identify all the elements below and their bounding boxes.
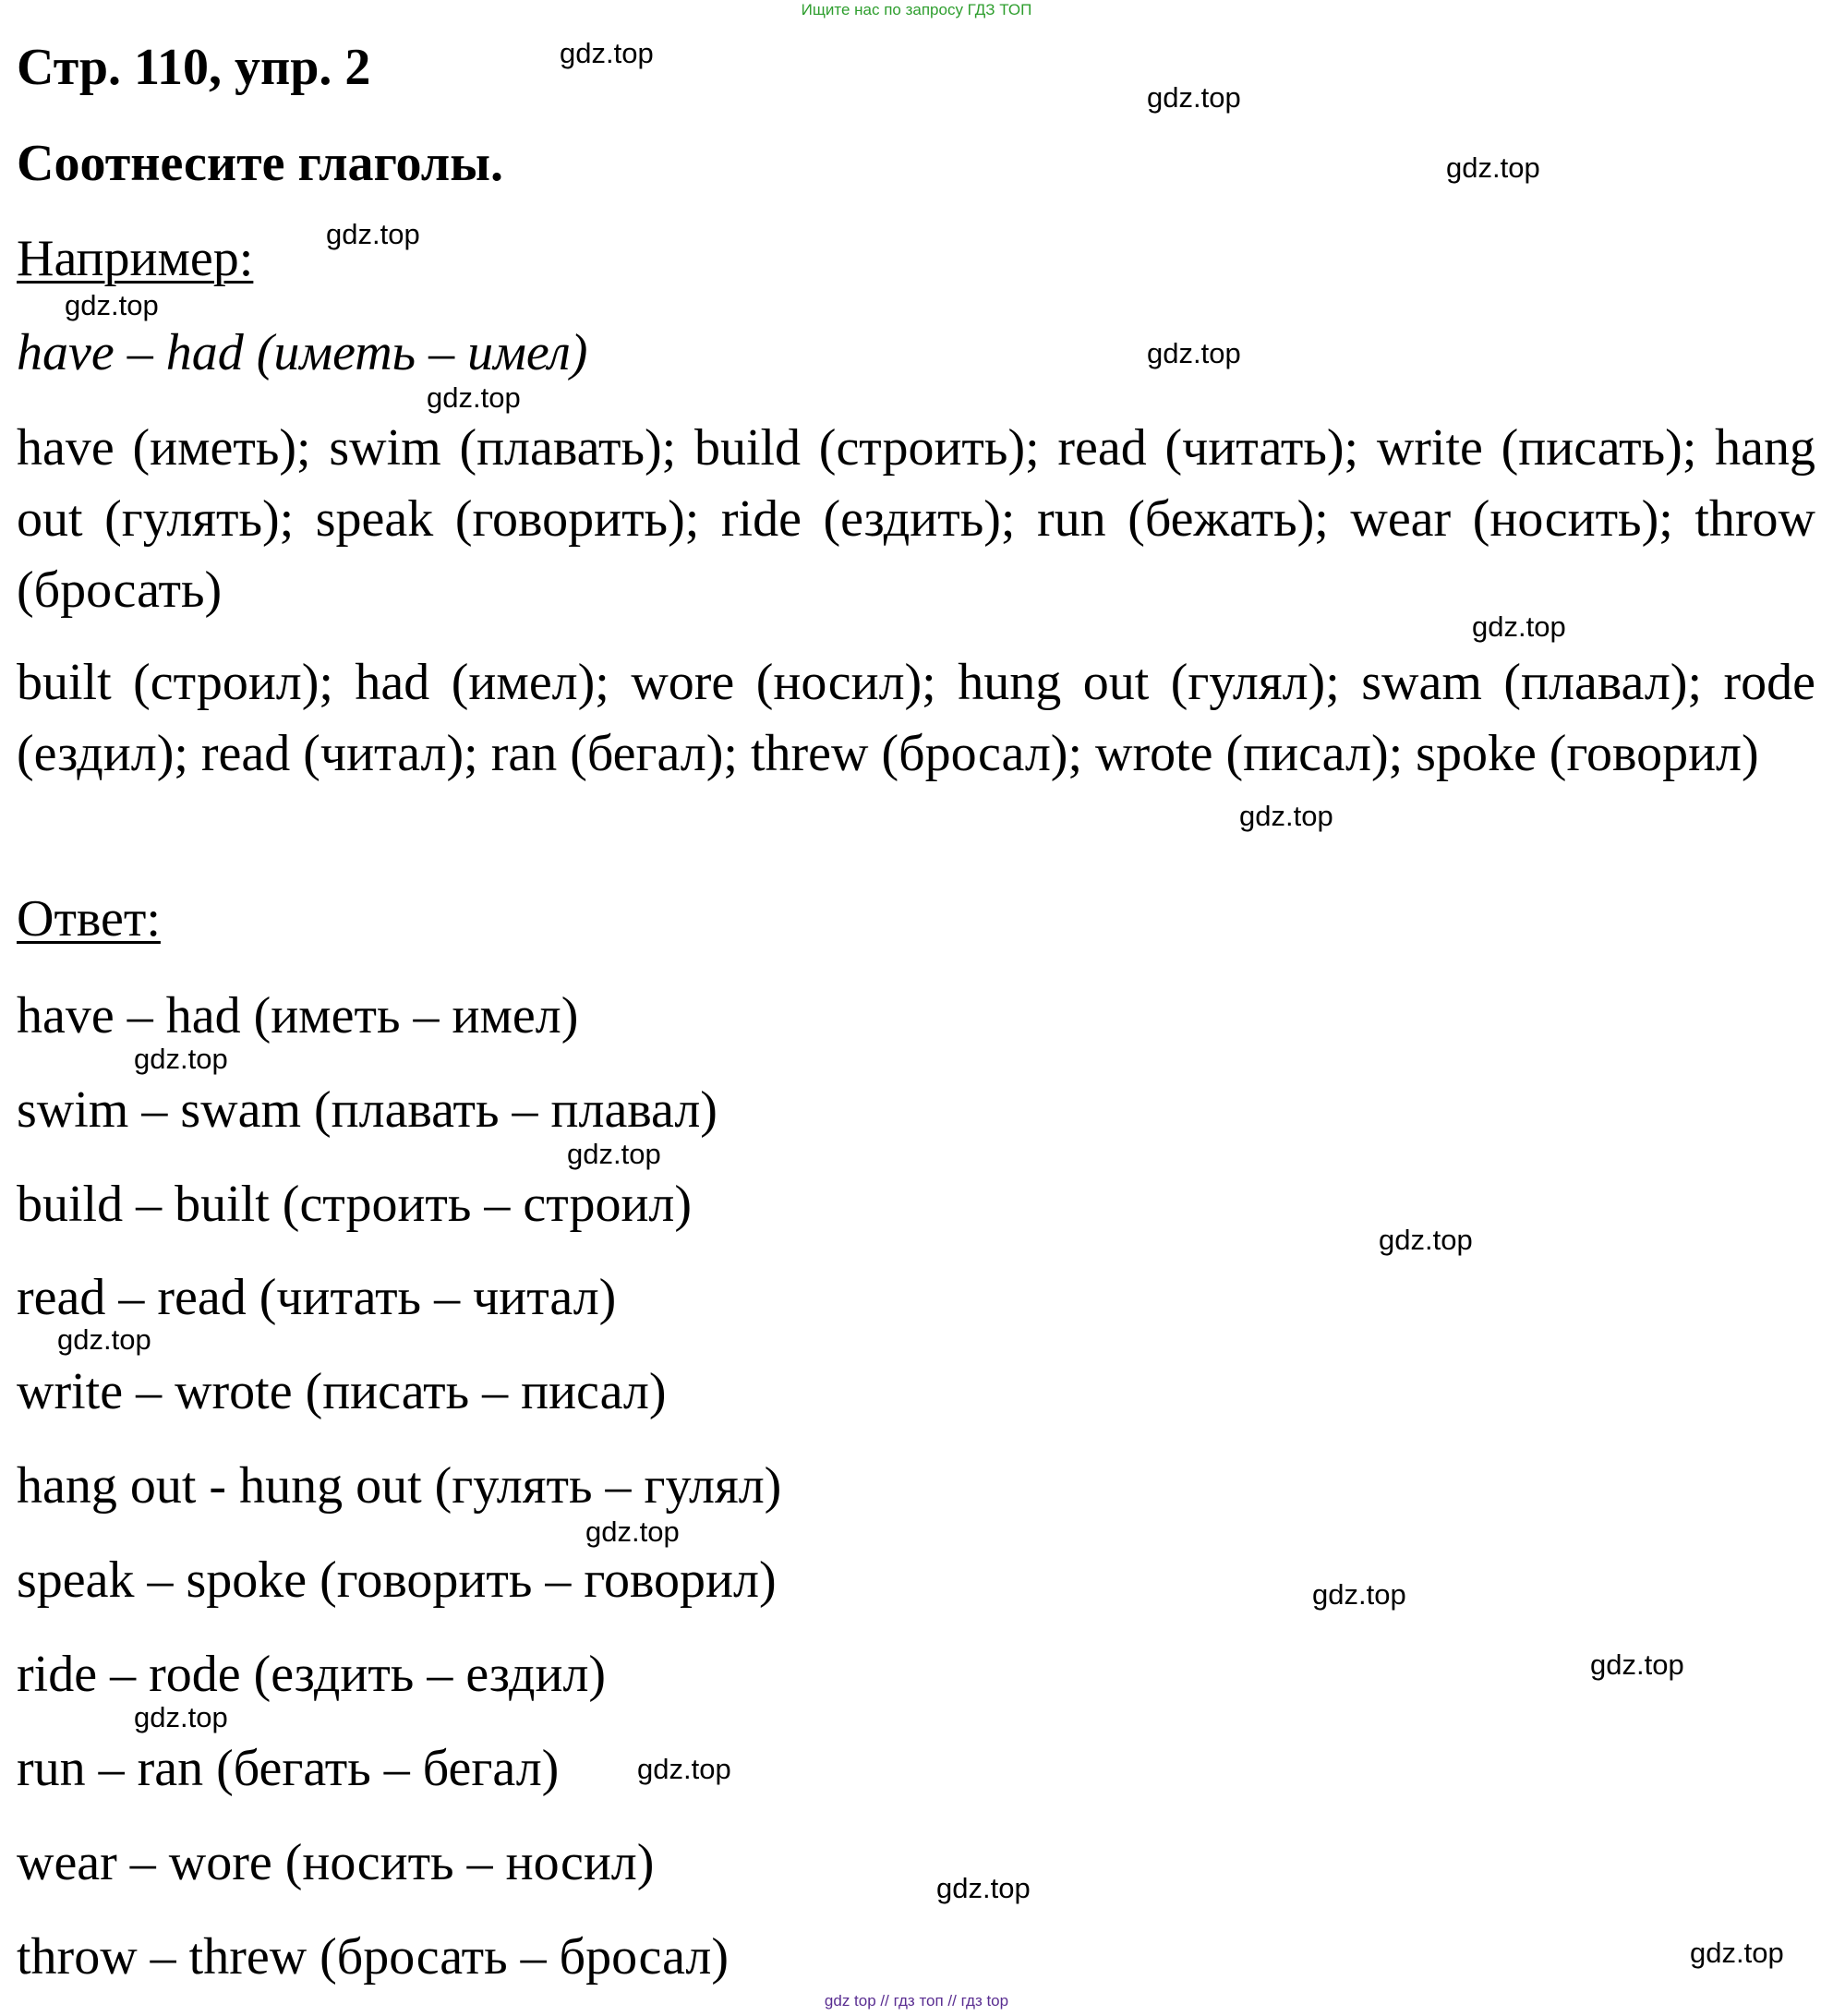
top-banner: Ищите нас по запросу ГДЗ ТОП [801,1,1032,18]
watermark: gdz.top [134,1701,228,1733]
example-text: have – had (иметь – имел) [17,324,588,381]
footer-banner: gdz top // гдз топ // гдз top [824,1992,1009,2010]
watermark: gdz.top [1312,1578,1406,1611]
watermark: gdz.top [57,1323,151,1356]
watermark: gdz.top [1379,1224,1473,1256]
answer-line-wear: wear – wore (носить – носил) [17,1834,655,1891]
task-title: Соотнесите глаголы. [17,135,503,192]
example-label: Например: [17,230,254,287]
watermark: gdz.top [1590,1648,1684,1681]
watermark: gdz.top [326,218,420,250]
answer-line-hang-out: hang out - hung out (гулять – гулял) [17,1457,782,1515]
page-title: Стр. 110, упр. 2 [17,39,371,96]
present-verbs-paragraph: have (иметь); swim (плавать); build (строить); read (читать); write (писать); hang out (гулять); speak (говорить); ride (ездить); run (бежать); wear (носить); throw (бросать) [17,419,1815,619]
watermark: gdz.top [134,1043,228,1075]
watermark: gdz.top [567,1138,661,1170]
answer-line-ride: ride – rode (ездить – ездил) [17,1646,607,1703]
answer-label: Ответ: [17,890,161,948]
answer-line-read: read – read (читать – читал) [17,1269,617,1326]
watermark: gdz.top [65,289,159,321]
watermark: gdz.top [1690,1937,1784,1969]
past-verbs-paragraph: built (строил); had (имел); wore (носил); hung out (гулял); swam (плавал); rode (ездил); read (читал); ran (бегал); threw (бросал); wrote (писал); spoke (говорил) [17,654,1815,782]
answer-line-throw: throw – threw (бросать – бросал) [17,1928,730,1986]
watermark: gdz.top [1147,337,1241,369]
watermark: gdz.top [560,37,654,69]
watermark: gdz.top [427,381,521,414]
watermark: gdz.top [585,1515,680,1548]
watermark: gdz.top [637,1753,731,1785]
answer-line-run: run – ran (бегать – бегал) [17,1740,560,1797]
answer-line-write: write – wrote (писать – писал) [17,1363,667,1420]
watermark: gdz.top [1472,610,1566,643]
watermark: gdz.top [1239,800,1333,832]
answer-line-have: have – had (иметь – имел) [17,987,579,1044]
answer-line-build: build – built (строить – строил) [17,1176,693,1233]
watermark: gdz.top [936,1872,1031,1904]
answer-line-swim: swim – swam (плавать – плавал) [17,1081,718,1139]
watermark: gdz.top [1147,81,1241,114]
answer-line-speak: speak – spoke (говорить – говорил) [17,1551,777,1609]
watermark: gdz.top [1446,151,1540,184]
